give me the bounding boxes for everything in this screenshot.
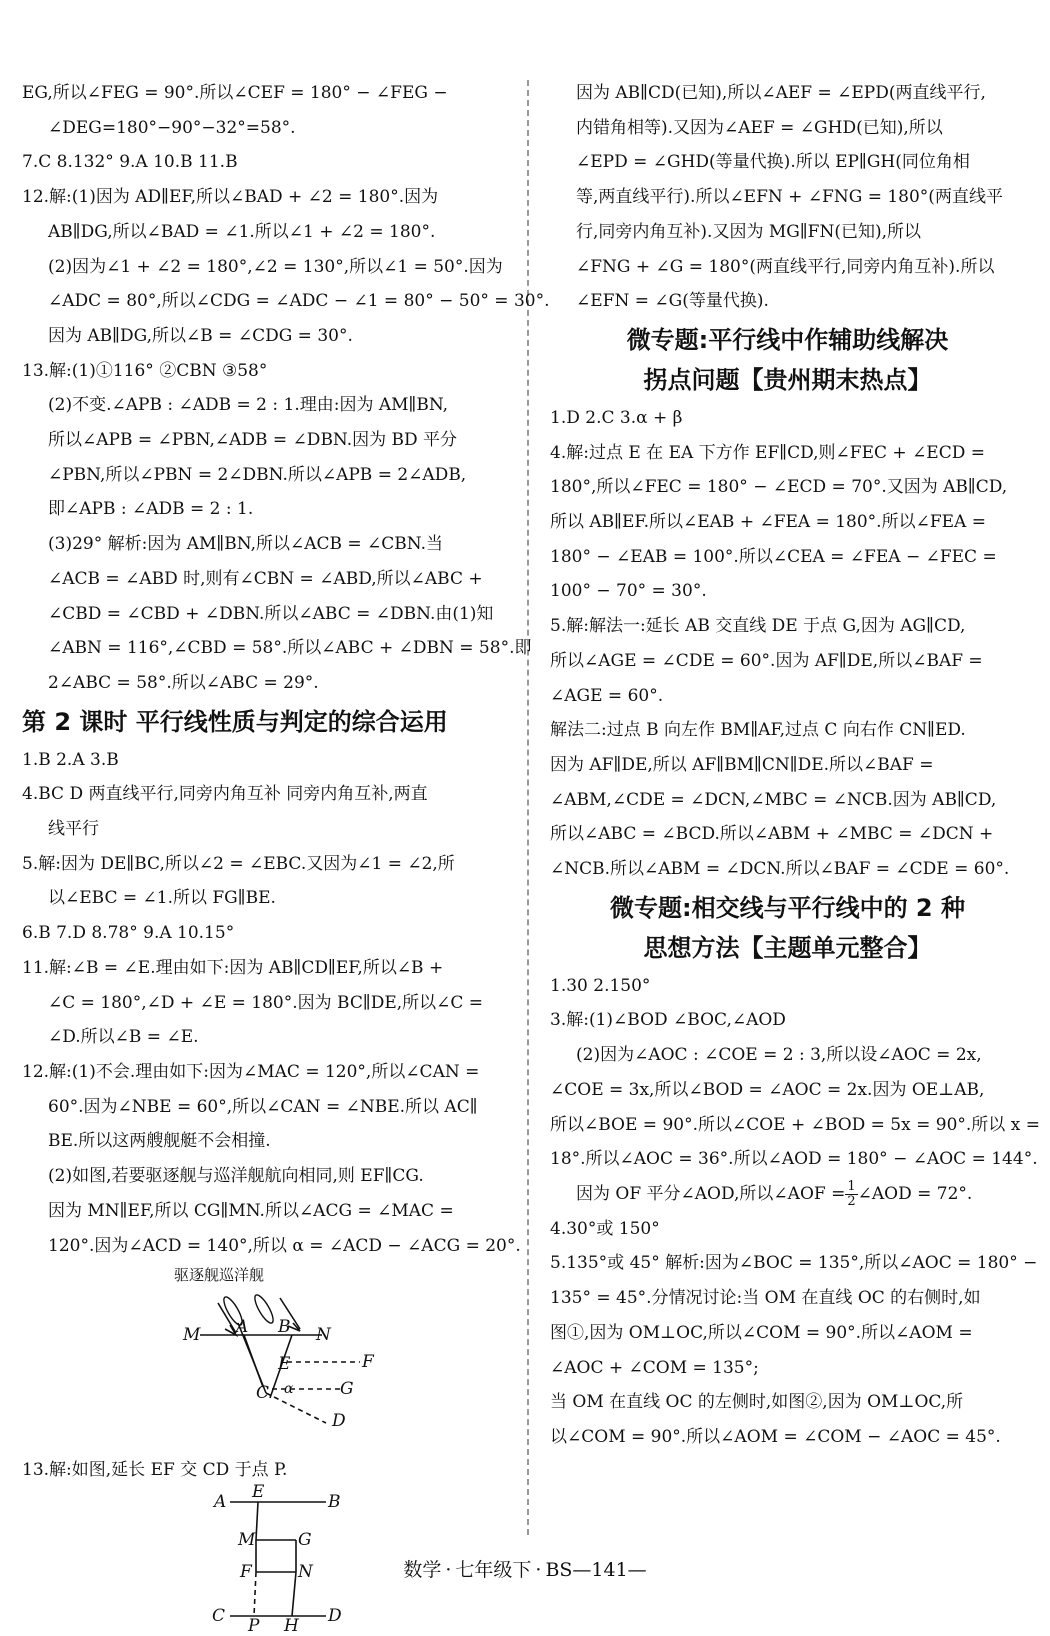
text-line: 因为 AB∥CD(已知),所以∠AEF = ∠EPD(两直线平行, (576, 83, 986, 103)
text-line: 12.解:(1)不会.理由如下:因为∠MAC = 120°,所以∠CAN = (22, 1061, 480, 1082)
right-lines-b (550, 401, 1025, 887)
text-line: (2)不变.∠APB : ∠ADB = 2 : 1.理由:因为 AM∥BN, (48, 395, 449, 416)
text-line: 180° − ∠EAB = 100°.所以∠CEA = ∠FEA − ∠FEC = (550, 546, 997, 567)
text-line: 解法二:过点 B 向左作 BM∥AF,过点 C 向右作 CN∥ED. (550, 720, 966, 741)
text-line: 1.B 2.A 3.B (22, 749, 119, 770)
text-line: 因为 AB∥DG,所以∠B = ∠CDG = 30°. (48, 325, 353, 346)
footer-grade: 七年级下 (455, 1559, 532, 1581)
text-line: 18°.所以∠AOC = 36°.所以∠AOD = 180° − ∠AOC = 144°. (550, 1149, 1038, 1170)
fraction-numerator: 1 (847, 1178, 856, 1194)
text-line: ∠EPD = ∠GHD(等量代换).所以 EP∥GH(同位角相 (576, 152, 970, 173)
right-column (550, 76, 1040, 1455)
point-g-label: G (298, 1529, 312, 1550)
cruiser-shape (252, 1293, 277, 1326)
text-line: 60°.因为∠NBE = 60°,所以∠CAN = ∠NBE.所以 AC∥ (48, 1096, 478, 1117)
text-line: 5.解:解法一:延长 AB 交直线 DE 于点 G,因为 AG∥CD, (550, 616, 966, 637)
text-line: 12.解:(1)因为 AD∥EF,所以∠BAD + ∠2 = 180°.因为 (22, 187, 439, 208)
text-line: ∠EFN = ∠G(等量代换). (576, 291, 769, 312)
text-line: ∠ADC = 80°,所以∠CDG = ∠ADC − ∠1 = 80° − 50° = 30°. (48, 291, 550, 312)
text-line: EG,所以∠FEG = 90°.所以∠CEF = 180° − ∠FEG − (22, 83, 448, 103)
text-line: 所以∠BOE = 90°.所以∠COE + ∠BOD = 5x = 90°.所以 x = (550, 1114, 1040, 1135)
point-n-label: N (316, 1325, 331, 1346)
text-line: 13.解:(1)①116° ②CBN ③58° (22, 360, 268, 381)
text-line: ∠COE = 3x,所以∠BOD = ∠AOC = 2x.因为 OE⊥AB, (550, 1079, 985, 1100)
text-line: ∠C = 180°,∠D + ∠E = 180°.因为 BC∥DE,所以∠C = (48, 992, 484, 1013)
ship-course-diagram (22, 1263, 512, 1453)
point-h-label: H (284, 1615, 299, 1636)
text-line: 1.30 2.150° (550, 975, 651, 996)
point-d-label: D (328, 1605, 342, 1626)
text-line: 以∠EBC = ∠1.所以 FG∥BE. (48, 888, 276, 909)
fraction-denominator: 2 (847, 1193, 856, 1209)
text-line: 5.解:因为 DE∥BC,所以∠2 = ∠EBC.又因为∠1 = ∠2,所 (22, 853, 455, 874)
text-line: 所以 AB∥EF.所以∠EAB + ∠FEA = 180°.所以∠FEA = (550, 512, 986, 533)
text-line: 11.解:∠B = ∠E.理由如下:因为 AB∥CD∥EF,所以∠B + (22, 957, 444, 978)
text-line: 135° = 45°.分情况讨论:当 OM 在直线 OC 的右侧时,如 (550, 1288, 981, 1309)
text-line: ∠CBD = ∠CBD + ∠DBN.所以∠ABC = ∠DBN.由(1)知 (48, 603, 494, 624)
text-line: 180°,所以∠FEC = 180° − ∠ECD = 70°.又因为 AB∥CD, (550, 477, 1008, 498)
text-line: 所以∠APB = ∠PBN,∠ADB = ∠DBN.因为 BD 平分 (48, 430, 458, 451)
fraction-suffix: ∠AOD = 72°. (857, 1183, 973, 1204)
point-c-label: C (256, 1383, 270, 1404)
right-lines-c (550, 969, 1040, 1455)
text-line: 1.D 2.C 3.α + β (550, 407, 683, 428)
alpha-label: α (284, 1381, 294, 1398)
text-line: ∠ACB = ∠ABD 时,则有∠CBN = ∠ABD,所以∠ABC + (48, 568, 483, 589)
point-a-label: A (214, 1491, 227, 1512)
point-b-label: B (328, 1491, 341, 1512)
text-line: 所以∠AGE = ∠CDE = 60°.因为 AF∥DE,所以∠BAF = (550, 650, 983, 671)
text-line: 因为 MN∥EF,所以 CG∥MN.所以∠ACG = ∠MAC = (48, 1200, 454, 1221)
text-line: ∠D.所以∠B = ∠E. (48, 1027, 199, 1048)
text-line: (2)因为∠1 + ∠2 = 180°,∠2 = 130°,所以∠1 = 50°.因为 (48, 256, 503, 277)
text-line: ∠PBN,所以∠PBN = 2∠DBN.所以∠APB = 2∠ADB, (48, 464, 467, 485)
text-line: 5.135°或 45° 解析:因为∠BOC = 135°,所以∠AOC = 180° − (550, 1253, 1038, 1274)
text-line: (3)29° 解析:因为 AM∥BN,所以∠ACB = ∠CBN.当 (48, 534, 443, 555)
point-a-label: A (236, 1317, 249, 1338)
text-line: ∠AOC + ∠COM = 135°; (550, 1357, 759, 1378)
text-line: AB∥DG,所以∠BAD = ∠1.所以∠1 + ∠2 = 180°. (48, 221, 436, 242)
text-line: 即∠APB : ∠ADB = 2 : 1. (48, 499, 254, 520)
text-line: 7.C 8.132° 9.A 10.B 11.B (22, 152, 238, 173)
segment-em (256, 1502, 258, 1540)
point-e-label: E (252, 1481, 265, 1502)
text-line: ∠FNG + ∠G = 180°(两直线平行,同旁内角互补).所以 (576, 256, 995, 277)
point-e-label: E (278, 1354, 291, 1375)
ship-label: 驱逐舰巡洋舰 (174, 1266, 265, 1285)
arrow-destroyer (218, 1303, 236, 1333)
lesson-heading: 第 2 课时 平行线性质与判定的综合运用 (22, 707, 448, 736)
text-line: 120°.因为∠ACD = 140°,所以 α = ∠ACD − ∠ACG = 20°. (48, 1235, 521, 1256)
line-cd (266, 1393, 326, 1423)
right-lines-a (550, 76, 1025, 319)
text-line: BE.所以这两艘舰艇不会相撞. (48, 1131, 271, 1152)
fraction-one-half (845, 1180, 857, 1209)
text-line: 当 OM 在直线 OC 的左侧时,如图②,因为 OM⊥OC,所 (550, 1392, 964, 1413)
point-m-label: M (238, 1529, 256, 1550)
ship-course-figure (22, 1263, 512, 1453)
text-line: (2)因为∠AOC : ∠COE = 2 : 3,所以设∠AOC = 2x, (576, 1045, 982, 1066)
text-line: 13.解:如图,延长 EF 交 CD 于点 P. (22, 1460, 288, 1481)
point-p-label: P (248, 1615, 260, 1636)
text-line: 2∠ABC = 58°.所以∠ABC = 29°. (48, 672, 319, 693)
micro-topic-heading-2-line2: 思想方法【主题单元整合】 (643, 933, 932, 962)
text-line: 4.BC D 两直线平行,同旁内角互补 同旁内角互补,两直 (22, 784, 428, 805)
text-line: 4.30°或 150° (550, 1218, 660, 1239)
text-line: 100° − 70° = 30°. (550, 581, 707, 602)
point-n-label: N (298, 1561, 313, 1582)
footer-page-number: BS—141— (545, 1559, 647, 1581)
text-line: 6.B 7.D 8.78° 9.A 10.15° (22, 923, 235, 944)
page-footer: 数学 · 七年级下 · BS—141— (403, 1559, 647, 1581)
text-line: 4.解:过点 E 在 EA 下方作 EF∥CD,则∠FEC + ∠ECD = (550, 442, 986, 463)
micro-topic-heading-1: 微专题:平行线中作辅助线解决 (626, 325, 949, 354)
text-line: 所以∠ABC = ∠BCD.所以∠ABM + ∠MBC = ∠DCN + (550, 824, 994, 845)
text-line: 图①,因为 OM⊥OC,所以∠COM = 90°.所以∠AOM = (550, 1322, 973, 1343)
text-line: 因为 AF∥DE,所以 AF∥BM∥CN∥DE.所以∠BAF = (550, 754, 934, 775)
text-line: 内错角相等).又因为∠AEF = ∠GHD(已知),所以 (576, 117, 943, 138)
point-c-label: C (212, 1605, 226, 1626)
text-line: ∠NCB.所以∠ABM = ∠DCN.所以∠BAF = ∠CDE = 60°. (550, 859, 1010, 880)
text-line: 以∠COM = 90°.所以∠AOM = ∠COM − ∠AOC = 45°. (550, 1426, 1001, 1447)
micro-topic-heading-1-line2: 拐点问题【贵州期末热点】 (643, 365, 932, 394)
point-f-label: F (362, 1352, 374, 1373)
left-lines-a (22, 76, 550, 701)
left-lines-b (22, 743, 521, 1264)
text-line: 3.解:(1)∠BOD ∠BOC,∠AOD (550, 1010, 786, 1031)
point-f-label: F (240, 1561, 252, 1582)
text-line: ∠ABN = 116°,∠CBD = 58°.所以∠ABC + ∠DBN = 58°.即 (48, 638, 532, 659)
point-d-label: D (332, 1411, 346, 1432)
fraction-line (550, 1177, 1025, 1212)
text-line: ∠DEG=180°−90°−32°=58°. (48, 117, 296, 138)
point-m-label: M (183, 1325, 201, 1346)
text-line: 行,同旁内角互补).又因为 MG∥FN(已知),所以 (576, 221, 922, 242)
footer-subject: 数学 (403, 1559, 442, 1581)
text-line: 线平行 (48, 819, 99, 840)
text-line: 等,两直线平行).所以∠EFN + ∠FNG = 180°(两直线平 (576, 187, 1003, 208)
point-b-label: B (278, 1317, 291, 1338)
text-line: (2)如图,若要驱逐舰与巡洋舰航向相同,则 EF∥CG. (48, 1166, 424, 1187)
fraction-prefix: 因为 OF 平分∠AOD,所以∠AOF = (576, 1183, 846, 1204)
text-line: ∠AGE = 60°. (550, 685, 664, 706)
point-g-label: G (340, 1379, 354, 1400)
text-line: ∠ABM,∠CDE = ∠DCN,∠MBC = ∠NCB.因为 AB∥CD, (550, 789, 997, 810)
micro-topic-heading-2: 微专题:相交线与平行线中的 2 种 (609, 893, 965, 922)
